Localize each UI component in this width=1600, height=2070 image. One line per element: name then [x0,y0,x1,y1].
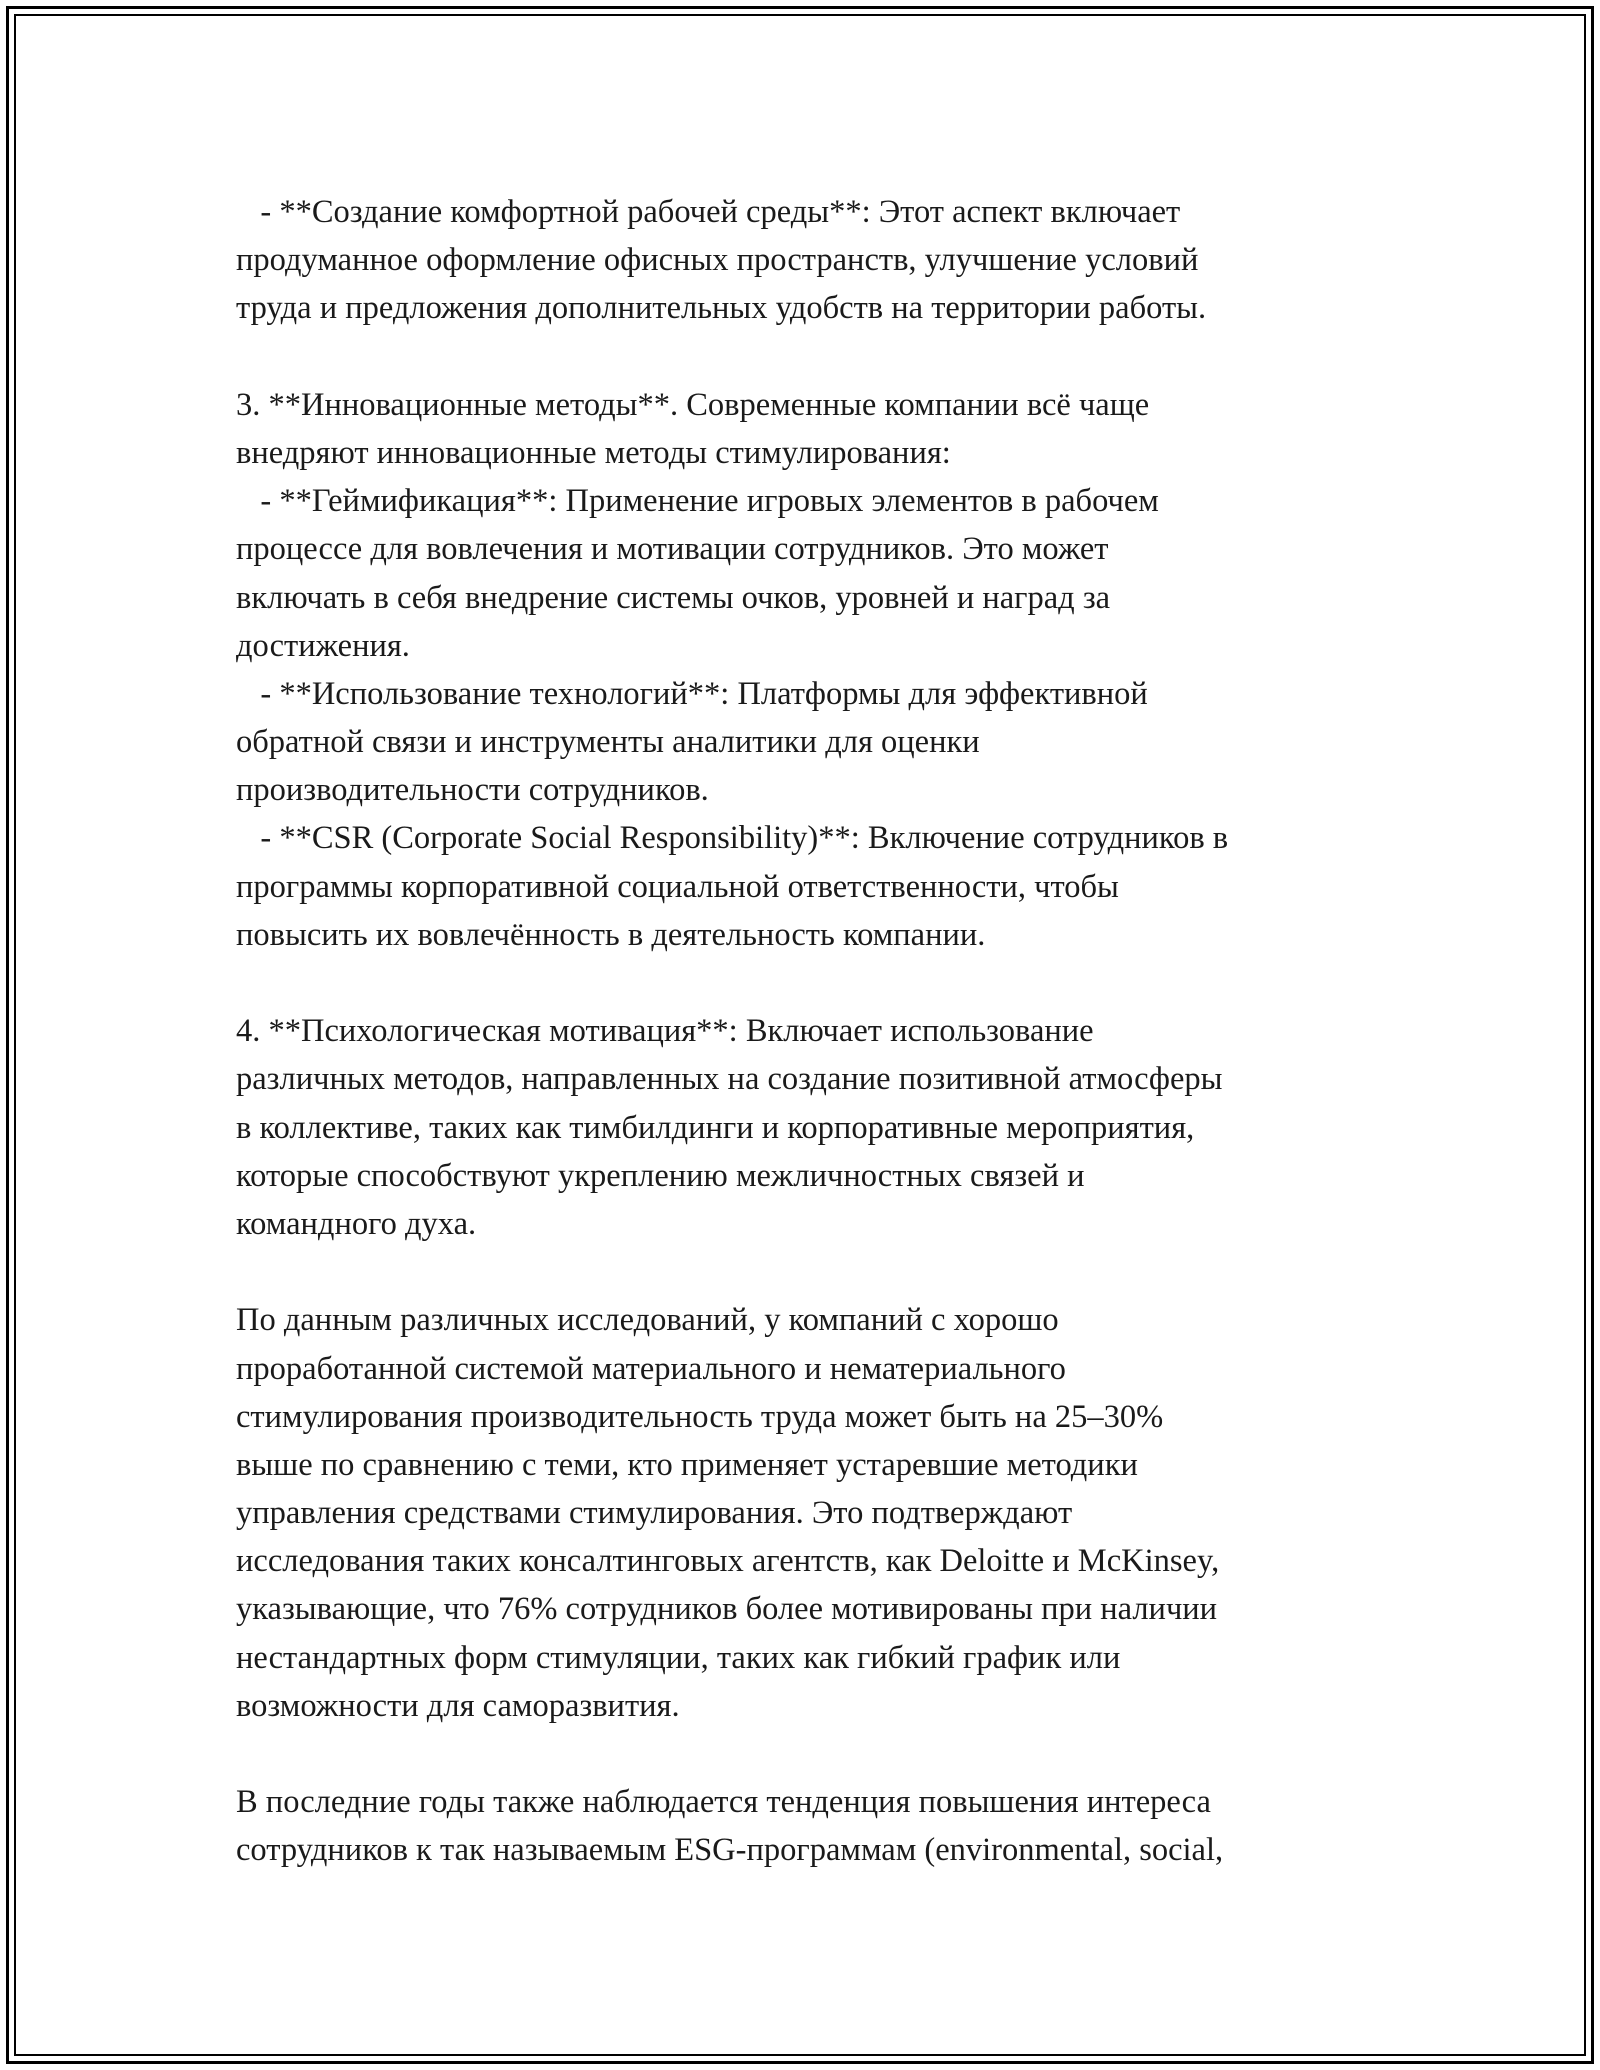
text-line: выше по сравнению с теми, кто применяет устаревшие методики [236,1446,1138,1483]
paragraph-gap [236,333,1436,381]
text-line: проработанной системой материального и нематериального [236,1350,1066,1387]
text-line: В последние годы также наблюдается тенденция повышения интереса [236,1784,1211,1821]
text-line: продуманное оформление офисных пространств, улучшение условий [236,242,1199,279]
section-psychological-motivation [236,1007,1436,1248]
text-line: процессе для вовлечения и мотивации сотрудников. Это может [236,531,1109,568]
text-line: труда и предложения дополнительных удобств на территории работы. [236,290,1207,327]
text-line: - **CSR (Corporate Social Responsibility)**: Включение сотрудников в [236,820,1229,857]
paragraph-gap [236,959,1436,1007]
text-line: в коллективе, таких как тимбилдинги и корпоративные мероприятия, [236,1109,1195,1146]
text-line: возможности для саморазвития. [236,1687,680,1724]
text-line: достижения. [236,627,410,664]
text-line: различных методов, направленных на создание позитивной атмосферы [236,1061,1223,1098]
text-line: обратной связи и инструменты аналитики для оценки [236,724,980,761]
bullet-comfortable-environment [236,188,1436,333]
text-line: командного духа. [236,1205,477,1242]
text-line: 3. **Инновационные методы**. Современные компании всё чаще [236,386,1150,423]
text-line: программы корпоративной социальной ответственности, чтобы [236,868,1119,905]
text-line: сотрудников к так называемым ESG-программам (environmental, social, [236,1832,1224,1869]
document-body [236,188,1436,1875]
text-line: нестандартных форм стимуляции, таких как гибкий график или [236,1639,1121,1676]
text-line: повысить их вовлечённость в деятельность компании. [236,916,986,953]
text-line: - **Использование технологий**: Платформы для эффективной [236,675,1148,712]
paragraph-gap [236,1730,1436,1778]
text-line: управления средствами стимулирования. Это подтверждают [236,1495,1073,1532]
text-line: 4. **Психологическая мотивация**: Включает использование [236,1013,1094,1050]
paragraph-esg-trend [236,1778,1436,1874]
text-line: которые способствуют укреплению межличностных связей и [236,1157,1085,1194]
text-line: По данным различных исследований, у компаний с хорошо [236,1302,1059,1339]
text-line: включать в себя внедрение системы очков, уровней и наград за [236,579,1111,616]
text-line: - **Создание комфортной рабочей среды**: Этот аспект включает [236,194,1181,230]
section-innovative-methods [236,381,1436,959]
text-line: указывающие, что 76% сотрудников более мотивированы при наличии [236,1591,1218,1628]
paragraph-gap [236,1248,1436,1296]
text-line: исследования таких консалтинговых агентств, как Deloitte и McKinsey, [236,1543,1220,1580]
text-line: внедряют инновационные методы стимулирования: [236,434,951,471]
text-line: - **Геймификация**: Применение игровых элементов в рабочем [236,483,1159,520]
text-line: производительности сотрудников. [236,772,709,809]
text-line: стимулирования производительность труда может быть на 25–30% [236,1398,1164,1435]
paragraph-research-findings [236,1296,1436,1730]
